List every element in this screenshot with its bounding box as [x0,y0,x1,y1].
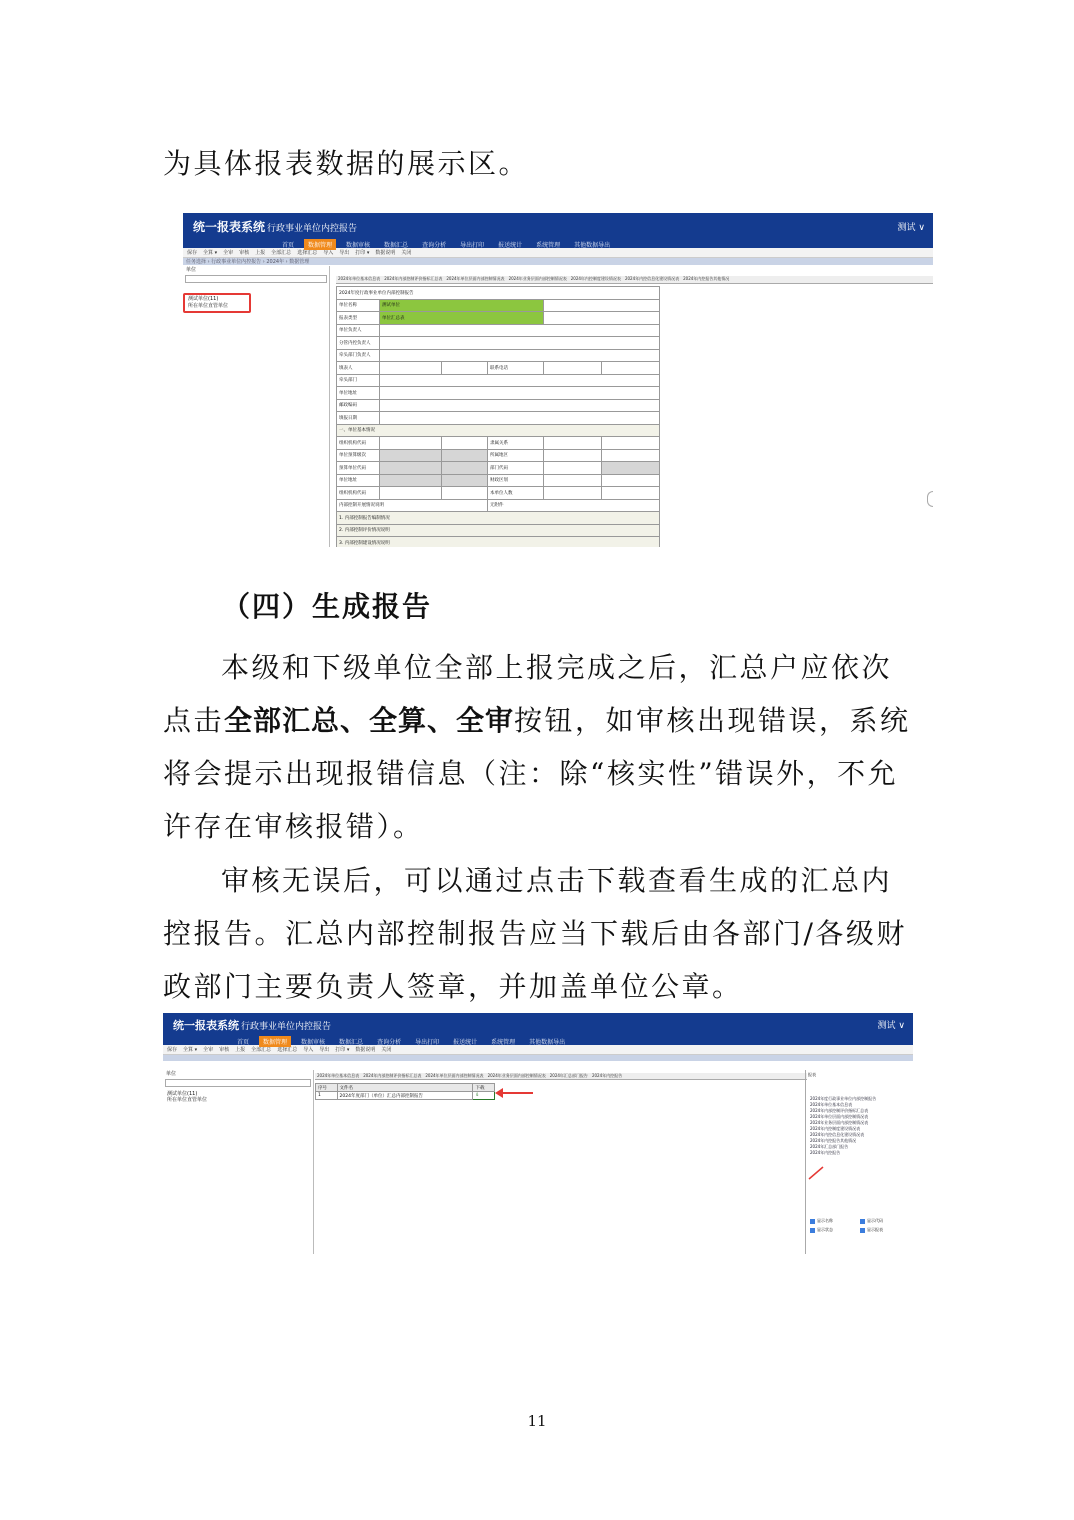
toolbar-button[interactable]: 审核 [219,1047,230,1053]
form-value[interactable] [380,474,442,487]
nav-item[interactable]: 首页 [282,242,295,249]
app-brand: 统一报表系统 [193,220,266,234]
form-row [337,437,660,450]
form-blank [602,462,660,475]
col-header-index: 序号 [316,1084,338,1092]
option-checkbox[interactable] [810,1227,860,1233]
checkbox-icon[interactable] [810,1228,815,1233]
form-value[interactable] [544,487,602,500]
form-blank [442,474,488,487]
checkbox-icon[interactable] [860,1219,865,1224]
user-menu[interactable]: 测试 ∨ [897,223,925,233]
form-row [337,449,660,462]
app-header [163,1013,913,1034]
checkbox-label: 显示报表 [867,1227,883,1232]
nav-item[interactable]: 数据审核 [301,1039,326,1046]
report-tab[interactable]: 2024年单位基本信息表 [338,276,381,281]
toolbar-button[interactable]: 关闭 [381,1047,392,1053]
unit-search-input[interactable] [165,1079,311,1087]
nav-item[interactable]: 数据审核 [346,242,371,249]
nav-item[interactable]: 数据管理 [259,1036,291,1047]
form-row [337,337,660,350]
unit-label: 单位 [166,1071,177,1077]
para1-pre: 本级和下级单位全部上报完成之后，汇总户应依次点击 [163,651,893,737]
checkbox-label: 显示代码 [867,1218,883,1223]
report-tab[interactable]: 2024年内部控制评价指标汇总表 [363,1073,422,1078]
report-tab[interactable]: 2024年汇总部门报告 [549,1073,588,1078]
form-label: 隶属关系 [488,437,544,450]
red-arrow-icon [495,1087,535,1099]
paragraph-download-report: 审核无误后，可以通过点击下载查看生成的汇总内控报告。汇总内部控制报告应当下载后由各部门/各级财政部门主要负责人签章，并加盖单位公章。 [163,864,907,1003]
nav-item[interactable]: 数据汇总 [384,242,409,249]
report-list-item[interactable]: 2024年汇总部门报告 [810,1144,849,1149]
row-filename: 2024年度部门（单位）汇总内部控制报告 [337,1092,473,1100]
form-blank [544,299,660,312]
form-value[interactable]: 无附件 [488,499,660,512]
tree-node-root[interactable]: 测试单位(11) [188,296,219,302]
form-blank [442,437,488,450]
app-brand-sub: 行政事业单位内控报告 [267,224,358,234]
form-label: 一、单位基本情况 [337,424,660,437]
report-tab[interactable]: 2024年单位层面内部控制情况表 [425,1073,484,1078]
form-row [337,524,660,537]
form-row [337,512,660,525]
form-blank [544,312,660,325]
form-value[interactable] [544,462,602,475]
toolbar-button[interactable]: 选择汇总 [297,250,318,256]
form-label: 联系电话 [488,362,544,375]
form-blank [602,449,660,462]
report-file-table [315,1083,495,1100]
toolbar-button[interactable]: 全算 ▾ [183,1047,198,1053]
form-label: 本单位人数 [488,487,544,500]
form-blank [602,474,660,487]
toolbar-button[interactable]: 选择汇总 [277,1047,298,1053]
report-form [336,286,660,547]
app-brand-sub: 行政事业单位内控报告 [241,1022,332,1032]
para1-post: 按钮，如审核出现错误，系统将会提示出现报错信息（注：除“核实性”错误外，不允许存在审核报错）。 [163,704,911,843]
report-list-item[interactable]: 2024年内控报告其他情况 [810,1138,857,1143]
toolbar-button[interactable]: 审核 [239,250,250,256]
form-row [337,387,660,400]
form-value[interactable] [380,324,660,337]
form-row [337,324,660,337]
form-label: 报表类型 [337,312,380,325]
form-value[interactable]: 测试单位 [380,299,544,312]
form-blank [602,437,660,450]
download-icon[interactable]: ⇩ [473,1092,495,1100]
form-value[interactable] [380,412,660,425]
form-label: 单位预算级次 [337,449,380,462]
screenshot-download-report [163,1013,913,1254]
nav-item[interactable]: 报送统计 [453,1039,478,1046]
checkbox-icon[interactable] [810,1219,815,1224]
row-index: 1 [316,1092,338,1100]
table-row [316,1092,495,1100]
form-label: 单位地址 [337,387,380,400]
breadcrumb [163,1055,913,1061]
option-checkbox[interactable] [810,1218,860,1224]
toolbar-button[interactable]: 导出 [339,250,350,256]
form-label: 所属地区 [488,449,544,462]
form-blank [442,362,488,375]
nav-item[interactable]: 导出打印 [460,242,485,249]
unit-label: 单位 [186,267,197,273]
form-label: 3. 内部控制建设情况说明 [337,537,660,548]
form-row [337,424,660,437]
section-heading: （四）生成报告 [222,590,433,623]
nav-item[interactable]: 查询分析 [422,242,447,249]
toolbar-button[interactable]: 全算 ▾ [203,250,218,256]
nav-item[interactable]: 数据管理 [304,239,336,250]
form-label: 内部控制开展情况说明 [337,499,488,512]
form-label: 填报日期 [337,412,380,425]
red-arrow-icon [807,1163,827,1181]
nav-bar [183,237,933,248]
form-value[interactable] [380,387,660,400]
form-blank [602,487,660,500]
form-label: 邮政编码 [337,399,380,412]
checkbox-label: 显示状态 [817,1227,833,1232]
toolbar-button[interactable]: 上报 [255,250,266,256]
form-row [337,299,660,312]
report-list-item[interactable]: 2024年内控报告 [810,1150,841,1155]
form-row [337,462,660,475]
form-row [337,537,660,548]
user-menu[interactable]: 测试 ∨ [877,1021,905,1031]
form-value[interactable] [380,449,442,462]
nav-item[interactable]: 其他数据导出 [529,1039,566,1046]
form-label: 牵头部门负责人 [337,349,380,362]
toolbar-button[interactable]: 全审 [203,1047,214,1053]
toolbar-button[interactable]: 打印 ▾ [355,250,370,256]
nav-item[interactable]: 首页 [237,1039,250,1046]
paragraph-generate-report [163,641,913,853]
form-value[interactable] [380,437,442,450]
toolbar-button[interactable]: 数据说明 [375,250,396,256]
report-list-item[interactable]: 2024年度行政事业单位内部控制报告 [810,1096,877,1101]
form-blank [442,487,488,500]
form-value[interactable]: 单位汇总表 [380,312,544,325]
report-tab[interactable]: 2024年内部控制评价指标汇总表 [384,276,443,281]
report-list-item[interactable]: 2024年内控制度建设情况表 [810,1126,861,1131]
toolbar-button[interactable]: 数据说明 [355,1047,376,1053]
tree-node-child[interactable]: 所在单位直管单位 [167,1097,208,1103]
side-scroll-handle[interactable] [927,491,933,507]
report-tab[interactable]: 2024年内控制度建设情况表 [570,276,621,281]
report-list-panel [805,1070,913,1254]
toolbar-button[interactable]: 全部汇总 [271,250,292,256]
col-header-filename: 文件名 [337,1084,473,1092]
form-label: 单位名称 [337,299,380,312]
nav-item[interactable]: 系统管理 [536,242,561,249]
form-label: 填表人 [337,362,380,375]
form-title: 2024年度行政事业单位内部控制报告 [337,287,660,300]
form-label: 财政区划 [488,474,544,487]
form-row [337,487,660,500]
tree-node-child[interactable]: 所在单位直管单位 [188,303,229,309]
app-brand: 统一报表系统 [173,1019,239,1032]
form-label: 牵头部门 [337,374,380,387]
form-row [337,374,660,387]
toolbar-button[interactable]: 保存 [167,1047,178,1053]
form-value[interactable] [380,462,442,475]
report-tab[interactable]: 2024年内控报告 [591,1073,623,1078]
nav-item[interactable]: 系统管理 [491,1039,516,1046]
nav-item[interactable]: 报送统计 [498,242,523,249]
form-blank [602,362,660,375]
checkbox-label: 显示名称 [817,1218,833,1223]
unit-search-input[interactable] [185,275,327,283]
toolbar-button[interactable]: 导出 [319,1047,330,1053]
report-tabs [336,276,933,284]
nav-item[interactable]: 其他数据导出 [574,242,611,249]
form-blank [442,449,488,462]
form-label: 部门代码 [488,462,544,475]
form-row [337,349,660,362]
report-tab[interactable]: 2024年内控报告其他情况 [683,276,730,281]
form-row [337,499,660,512]
unit-tree-panel [163,1070,314,1254]
para1-bold-buttons: 全部汇总、全算、全审 [224,704,515,737]
form-row [337,399,660,412]
app-header [183,213,933,237]
checkbox-icon[interactable] [860,1228,865,1233]
report-list-item[interactable]: 2024年业务层面内部控制情况表 [810,1120,869,1125]
form-label: 分管内控负责人 [337,337,380,350]
nav-item[interactable]: 数据汇总 [339,1039,364,1046]
form-label: 单位地址 [337,474,380,487]
toolbar-button[interactable]: 保存 [187,250,198,256]
report-tab[interactable]: 2024年业务层面内部控制情况表 [508,276,567,281]
form-row [337,312,660,325]
form-row [337,474,660,487]
form-value[interactable] [380,399,660,412]
form-label: 预算单位代码 [337,462,380,475]
form-value[interactable] [380,362,442,375]
toolbar-button[interactable]: 导入 [323,250,334,256]
form-row [337,362,660,375]
tree-node-root[interactable]: 测试单位(11) [167,1091,198,1097]
form-label: 组织机构代码 [337,437,380,450]
form-value[interactable] [380,337,660,350]
report-list-item[interactable]: 2024年单位层面内部控制情况表 [810,1114,869,1119]
report-list-item[interactable]: 2024年单位基本信息表 [810,1102,853,1107]
report-list-item[interactable]: 2024年内部控制评价指标汇总表 [810,1108,869,1113]
toolbar-button[interactable]: 全部汇总 [251,1047,272,1053]
form-value[interactable] [380,487,442,500]
toolbar-button[interactable]: 上报 [235,1047,246,1053]
option-checkbox[interactable] [860,1218,910,1224]
breadcrumb: 任务选择 › 行政事业单位内控报告 › 2024年 › 数据管理 [183,258,933,265]
report-list-item[interactable]: 2024年内控信息化建设情况表 [810,1132,865,1137]
form-value[interactable] [380,349,660,362]
form-label: 单位负责人 [337,324,380,337]
report-list-title: 报表 [808,1072,816,1077]
intro-sentence: 为具体报表数据的展示区。 [163,147,530,180]
nav-item[interactable]: 查询分析 [377,1039,402,1046]
report-tab[interactable]: 2024年内控信息化建设情况表 [624,276,680,281]
report-tab[interactable]: 2024年单位基本信息表 [317,1073,360,1078]
form-value[interactable] [544,437,602,450]
form-row [337,412,660,425]
form-value[interactable] [544,474,602,487]
form-value[interactable] [380,374,660,387]
form-label: 组织机构代码 [337,487,380,500]
option-checkbox[interactable] [860,1227,910,1233]
page-number: 11 [527,1412,547,1430]
report-tab[interactable]: 2024年业务层面内部控制情况表 [487,1073,546,1078]
nav-item[interactable]: 导出打印 [415,1039,440,1046]
toolbar-button[interactable]: 全审 [223,250,234,256]
report-tab[interactable]: 2024年单位层面内部控制情况表 [446,276,505,281]
report-tabs [315,1073,807,1080]
toolbar-button[interactable]: 打印 ▾ [335,1047,350,1053]
nav-bar [163,1034,913,1045]
toolbar-button[interactable]: 导入 [303,1047,314,1053]
form-value[interactable] [544,362,602,375]
col-header-download: 下载 [473,1084,495,1092]
form-blank [442,462,488,475]
toolbar-button[interactable]: 关闭 [401,250,412,256]
unit-tree-highlight [183,293,251,313]
form-value[interactable] [544,449,602,462]
form-label: 1. 内部控制报告编制情况 [337,512,660,525]
screenshot-report-display [183,213,933,547]
form-label: 2. 内部控制评价情况说明 [337,524,660,537]
